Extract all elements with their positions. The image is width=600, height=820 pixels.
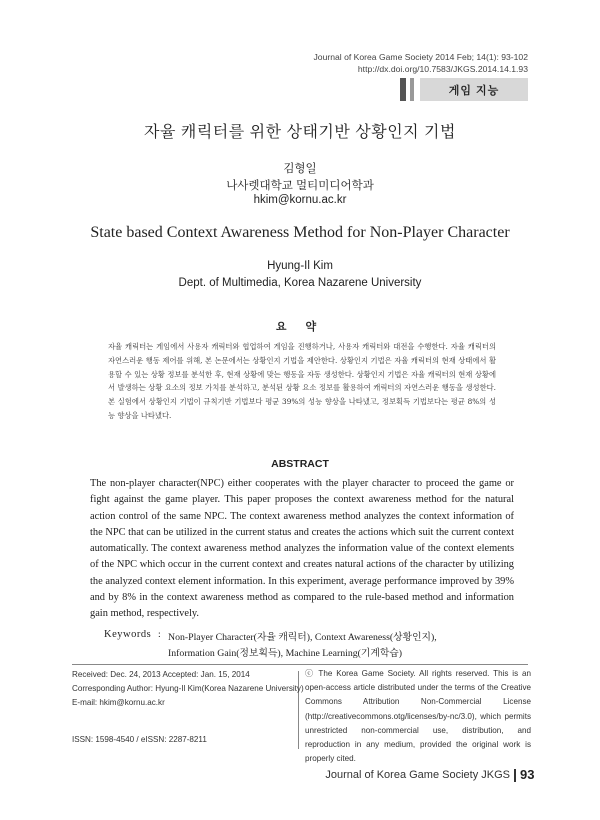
received-dates: Received: Dec. 24, 2013 Accepted: Jan. 15, 2014: [72, 670, 250, 679]
doi-link[interactable]: http://dx.doi.org/10.7583/JKGS.2014.14.1.93: [357, 64, 528, 74]
title-korean: 자율 캐릭터를 위한 상태기반 상황인지 기법: [144, 124, 456, 141]
issn: ISSN: 1598-4540 / eISSN: 2287-8211: [72, 735, 207, 744]
title-english: State based Context Awareness Method for Non-Player Character: [90, 224, 510, 241]
corresponding-author: Corresponding Author: Hyung-Il Kim(Korea Nazarene University): [72, 684, 304, 693]
page-number: 93: [520, 767, 535, 782]
author-korean: 김형일: [283, 163, 317, 175]
summary-body: 자율 캐릭터는 게임에서 사용자 캐릭터와 협업하여 게임을 진행하거나, 사용자 캐릭터와 대전을 수행한다. 자율 캐릭터의 자연스러운 행동 제어를 위해, 본 논문에서는 상황인지 기법을 제안한다. 상황인지 기법은 자율 캐릭터의 현재 상태에서 활용할 수 있는 상황 정보를 분석한 후, 현재 상황에 맞는 행동을 자동 생성한다. 상황인지 기법은 자율 캐릭터의 현재 상황에서 발생하는 상황 요소의 정보 가치를 분석하고, 분석된 상황 요소 정보를 활용하여 캐릭터의 자연스러운 행동을 생성한다. 본 실험에서 상황인지 기법이 규칙기반 기법보다 평균 39%의 성능 향상을 나타냈고, 정보획득 기법보다는 평균 8%의 성능 향상을 나타냈다.: [108, 342, 496, 420]
license-notice: ⓒ The Korea Game Society. All rights reserved. This is an open-access article distributed under the terms of the Creative Commons Attribution Non-Commercial License (http://creativecommons.otg/licenses/by-nc/3.0), which permits unrestricted non-commercial use, distribution, and reproduction in any medium, provided the original work is properly cited.: [305, 669, 531, 764]
section-tab-mark-light: [410, 78, 414, 101]
footer-journal-name: Journal of Korea Game Society JKGS: [325, 769, 510, 781]
corresponding-email: E-mail: hkim@kornu.ac.kr: [72, 698, 165, 707]
keywords-label: Keywords: [104, 629, 152, 640]
abstract-heading: ABSTRACT: [271, 458, 329, 470]
author-english: Hyung-Il Kim: [267, 260, 333, 272]
keywords-line-1: Non-Player Character(자율 캐릭터), Context Awareness(상황인지),: [168, 632, 437, 643]
affiliation-english: Dept. of Multimedia, Korea Nazarene University: [178, 277, 422, 289]
summary-heading: 요 약: [275, 321, 325, 333]
journal-citation: Journal of Korea Game Society 2014 Feb; 14(1): 93-102: [313, 52, 528, 62]
section-tab-mark: [400, 78, 406, 101]
footnote-rule: [72, 664, 528, 665]
author-email: hkim@kornu.ac.kr: [253, 194, 347, 206]
abstract-body: The non-player character(NPC) either cooperates with the player character to proceed the game or fight against the game player. This paper proposes the context awareness method for the natural action control of the same NPC. The context awareness method analyzes the context information of the NPC that can be utilized in the current status and creates the actions which suit the current context automatically. The context awareness method analyzes the information value of the context elements of the NPC which occur in the current context and creates natural actions of the character by utilizing the analyzed context element information. In this experiment, average performance improved by 39% and by 8% in the context awareness method as compared to the rule-based method and information gain method, respectively.: [90, 478, 514, 619]
affiliation-korean: 나사렛대학교 멀티미디어학과: [226, 180, 374, 192]
section-tab: 게임 지능: [420, 78, 528, 101]
keywords-line-2: Information Gain(정보획득), Machine Learning(기계학습): [168, 648, 403, 659]
footer-separator: [514, 769, 516, 782]
keywords-colon: :: [158, 629, 161, 640]
